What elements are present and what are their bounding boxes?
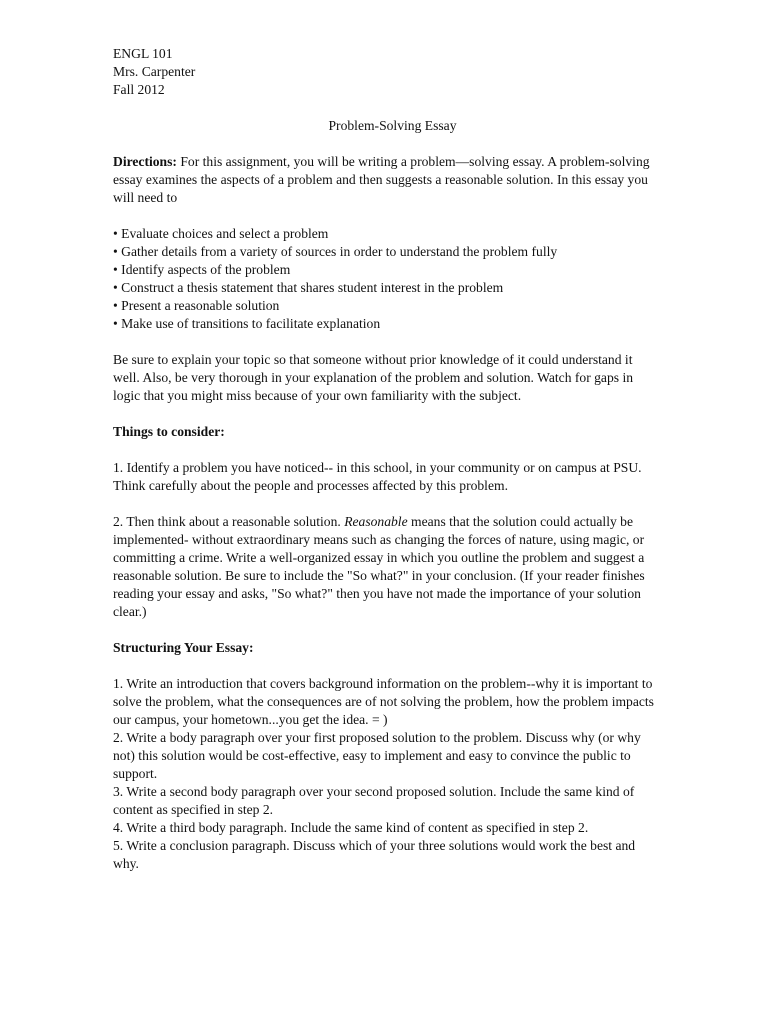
list-item: 2. Write a body paragraph over your first proposed solution to the problem. Discuss why (or why not) this solution would be cost-effective, easy to implement and easy to convince the public to support.	[113, 730, 641, 781]
list-item: 4. Write a third body paragraph. Include the same kind of content as specified in step 2.	[113, 820, 589, 835]
list-item: • Gather details from a variety of sources in order to understand the problem fully	[113, 243, 658, 261]
document-title: Problem-Solving Essay	[328, 118, 457, 133]
document-page	[113, 45, 658, 873]
consider-item-2: 2. Then think about a reasonable solution. Reasonable means that the solution could actually be implemented- without extraordinary means such as changing the forces of nature, using magic, or committing a crime. Write a well-organized essay in which you outline the problem and suggest a reasonable solution. Be sure to include the "So what?" in your conclusion. (If your reader finishes reading your essay and asks, "So what?" then you have not made the importance of your solution clear.)	[113, 514, 645, 619]
list-item: • Evaluate choices and select a problem	[113, 225, 658, 243]
directions-paragraph	[113, 153, 658, 207]
list-item: • Present a reasonable solution	[113, 297, 658, 315]
things-to-consider-heading: Things to consider:	[113, 424, 225, 439]
explain-paragraph: Be sure to explain your topic so that someone without prior knowledge of it could understand it well. Also, be very thorough in your explanation of the problem and solution. Watch for gaps in logic that you might miss because of your own familiarity with the subject.	[113, 352, 634, 403]
header-block	[113, 45, 658, 99]
directions-label: Directions:	[113, 154, 177, 169]
structuring-heading: Structuring Your Essay:	[113, 640, 254, 655]
course-name: ENGL 101	[113, 46, 173, 61]
term: Fall 2012	[113, 82, 165, 97]
reasonable-emphasis: Reasonable	[344, 514, 408, 529]
structuring-steps	[113, 675, 658, 873]
list-item: 5. Write a conclusion paragraph. Discuss which of your three solutions would work the best and why.	[113, 838, 636, 871]
requirements-list	[113, 225, 658, 333]
list-item: • Construct a thesis statement that shares student interest in the problem	[113, 279, 658, 297]
list-item: 1. Write an introduction that covers background information on the problem--why it is important to solve the problem, what the consequences are of not solving the problem, how the problem impacts our campus, your hometown...you get the idea. = )	[113, 676, 654, 727]
list-item: 3. Write a second body paragraph over your second proposed solution. Include the same kind of content as specified in step 2.	[113, 784, 635, 817]
directions-text: For this assignment, you will be writing a problem—solving essay. A problem-solving essay examines the aspects of a problem and then suggests a reasonable solution. In this essay you will need to	[113, 154, 650, 205]
consider-item-1: 1. Identify a problem you have noticed-- in this school, in your community or on campus at PSU. Think carefully about the people and processes affected by this problem.	[113, 460, 642, 493]
list-item: • Make use of transitions to facilitate explanation	[113, 315, 658, 333]
list-item: • Identify aspects of the problem	[113, 261, 658, 279]
instructor-name: Mrs. Carpenter	[113, 64, 196, 79]
